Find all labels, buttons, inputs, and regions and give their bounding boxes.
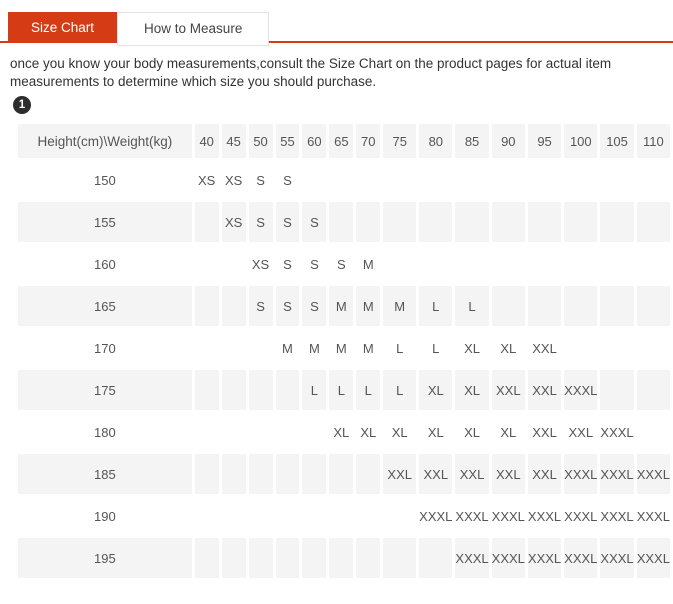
size-cell [276, 412, 300, 452]
size-cell [302, 538, 326, 578]
weight-header-cell: 85 [455, 124, 488, 158]
size-cell [419, 202, 452, 242]
size-cell: XXXL [492, 496, 525, 536]
size-cell: M [302, 328, 326, 368]
size-cell [249, 538, 273, 578]
size-cell [356, 538, 380, 578]
size-cell [383, 160, 416, 200]
size-cell [492, 202, 525, 242]
size-cell [222, 328, 246, 368]
weight-header-cell: 80 [419, 124, 452, 158]
size-chart-table [15, 122, 673, 580]
size-cell: M [329, 328, 353, 368]
size-cell: XS [222, 202, 246, 242]
size-cell [356, 496, 380, 536]
size-cell [455, 202, 488, 242]
size-cell: S [302, 286, 326, 326]
weight-header-cell: 70 [356, 124, 380, 158]
height-cell: 190 [18, 496, 192, 536]
weight-header-cell: 95 [528, 124, 561, 158]
size-cell: XXXL [564, 370, 597, 410]
size-cell [528, 244, 561, 284]
size-cell: XXXL [564, 538, 597, 578]
size-cell: XL [455, 370, 488, 410]
size-cell [302, 160, 326, 200]
size-cell: XXL [564, 412, 597, 452]
size-cell: XL [492, 328, 525, 368]
size-cell [249, 370, 273, 410]
size-row [18, 370, 670, 410]
weight-header-cell: 110 [637, 124, 670, 158]
size-cell [195, 202, 219, 242]
size-row [18, 412, 670, 452]
size-cell [637, 412, 670, 452]
height-cell: 185 [18, 454, 192, 494]
size-cell [195, 496, 219, 536]
size-cell: XS [222, 160, 246, 200]
intro-text: once you know your body measurements,consult the Size Chart on the product pages for actual item measurements to determine which size you should purchase. [10, 56, 612, 89]
weight-header-cell: 100 [564, 124, 597, 158]
size-cell [329, 202, 353, 242]
size-cell [302, 496, 326, 536]
size-cell [249, 496, 273, 536]
size-cell: M [356, 286, 380, 326]
weight-header-cell: 75 [383, 124, 416, 158]
size-cell: XXXL [637, 454, 670, 494]
step-badge: 1 [13, 96, 31, 114]
size-cell [419, 160, 452, 200]
size-cell: XXL [383, 454, 416, 494]
size-cell [564, 160, 597, 200]
size-cell: XXL [528, 412, 561, 452]
size-cell [419, 538, 452, 578]
size-cell: XXXL [600, 496, 633, 536]
weight-header-cell: 50 [249, 124, 273, 158]
size-row [18, 160, 670, 200]
size-cell: S [329, 244, 353, 284]
size-cell [329, 160, 353, 200]
size-cell [276, 496, 300, 536]
height-cell: 155 [18, 202, 192, 242]
size-cell: XS [249, 244, 273, 284]
size-cell: M [276, 328, 300, 368]
weight-header-cell: 65 [329, 124, 353, 158]
size-cell: XL [492, 412, 525, 452]
size-row [18, 244, 670, 284]
size-cell: XL [329, 412, 353, 452]
size-cell: XXXL [600, 412, 633, 452]
size-row [18, 328, 670, 368]
size-cell [222, 538, 246, 578]
size-cell [356, 202, 380, 242]
size-cell [383, 202, 416, 242]
size-cell [249, 454, 273, 494]
size-cell [637, 328, 670, 368]
size-cell [637, 160, 670, 200]
size-cell: S [302, 202, 326, 242]
size-cell: XL [419, 370, 452, 410]
weight-header-cell: 60 [302, 124, 326, 158]
size-cell [455, 160, 488, 200]
size-cell [419, 244, 452, 284]
size-cell: M [356, 328, 380, 368]
size-row [18, 286, 670, 326]
size-cell [564, 286, 597, 326]
weight-header-cell: 90 [492, 124, 525, 158]
size-cell [195, 244, 219, 284]
size-row [18, 454, 670, 494]
size-cell: XXXL [528, 496, 561, 536]
height-cell: 195 [18, 538, 192, 578]
tab-bar [0, 12, 673, 46]
weight-header-cell: 45 [222, 124, 246, 158]
corner-header-cell: Height(cm)\Weight(kg) [18, 124, 192, 158]
size-cell [600, 370, 633, 410]
size-cell [600, 328, 633, 368]
size-row [18, 202, 670, 242]
size-cell [455, 244, 488, 284]
size-row [18, 538, 670, 578]
size-cell: XXL [492, 370, 525, 410]
size-cell [329, 538, 353, 578]
size-cell: XXXL [564, 454, 597, 494]
size-cell: XXXL [528, 538, 561, 578]
size-cell [195, 286, 219, 326]
height-cell: 170 [18, 328, 192, 368]
height-cell: 175 [18, 370, 192, 410]
weight-header-cell: 40 [195, 124, 219, 158]
size-cell: XXXL [600, 454, 633, 494]
size-cell [195, 370, 219, 410]
size-cell [383, 244, 416, 284]
size-cell: L [419, 286, 452, 326]
size-cell [528, 202, 561, 242]
size-cell: L [329, 370, 353, 410]
size-cell: M [329, 286, 353, 326]
size-cell: XXXL [455, 538, 488, 578]
size-cell [195, 328, 219, 368]
size-cell [302, 454, 326, 494]
size-chart-panel [0, 12, 673, 604]
height-cell: 165 [18, 286, 192, 326]
size-cell [564, 202, 597, 242]
table-header-row [18, 124, 670, 158]
table-body [18, 160, 670, 578]
size-cell: XXL [528, 454, 561, 494]
size-cell [195, 412, 219, 452]
size-cell [637, 244, 670, 284]
size-cell [637, 370, 670, 410]
size-cell [528, 286, 561, 326]
height-cell: 150 [18, 160, 192, 200]
size-cell: XL [455, 412, 488, 452]
size-cell: XXL [492, 454, 525, 494]
size-cell [329, 454, 353, 494]
size-cell: XXXL [637, 538, 670, 578]
size-cell: L [455, 286, 488, 326]
size-cell [222, 412, 246, 452]
size-cell [600, 244, 633, 284]
size-cell: M [383, 286, 416, 326]
size-cell [249, 328, 273, 368]
size-cell [276, 454, 300, 494]
size-cell: XL [455, 328, 488, 368]
size-row [18, 496, 670, 536]
size-cell: XXL [419, 454, 452, 494]
size-cell: XXXL [564, 496, 597, 536]
size-cell: S [249, 160, 273, 200]
size-cell [276, 538, 300, 578]
size-cell: XXXL [637, 496, 670, 536]
size-cell: L [302, 370, 326, 410]
size-cell: S [249, 286, 273, 326]
size-cell: L [419, 328, 452, 368]
size-cell: XL [419, 412, 452, 452]
size-cell [222, 286, 246, 326]
size-cell [383, 496, 416, 536]
size-cell: S [276, 244, 300, 284]
size-cell [222, 454, 246, 494]
size-cell: S [276, 202, 300, 242]
size-cell: XL [383, 412, 416, 452]
size-cell [276, 370, 300, 410]
size-cell: XS [195, 160, 219, 200]
size-cell [222, 496, 246, 536]
size-cell: L [383, 370, 416, 410]
size-cell: XXXL [492, 538, 525, 578]
size-cell: S [276, 160, 300, 200]
size-cell [222, 244, 246, 284]
size-cell: S [302, 244, 326, 284]
tab-size-chart[interactable]: Size Chart [8, 12, 117, 43]
size-cell [356, 160, 380, 200]
tab-list [8, 12, 269, 46]
size-cell [249, 412, 273, 452]
weight-header-cell: 105 [600, 124, 633, 158]
size-cell [195, 454, 219, 494]
size-cell [564, 328, 597, 368]
size-cell: L [383, 328, 416, 368]
size-cell: XXL [528, 328, 561, 368]
size-cell: XXL [455, 454, 488, 494]
weight-header-cell: 55 [276, 124, 300, 158]
size-cell: S [276, 286, 300, 326]
size-cell [329, 496, 353, 536]
size-cell [564, 244, 597, 284]
size-cell [195, 538, 219, 578]
size-cell [637, 202, 670, 242]
tab-how-to-measure[interactable]: How to Measure [117, 12, 269, 46]
size-cell: XL [356, 412, 380, 452]
size-cell: M [356, 244, 380, 284]
size-cell [356, 454, 380, 494]
size-cell [600, 202, 633, 242]
size-cell [222, 370, 246, 410]
size-cell [528, 160, 561, 200]
size-cell [637, 286, 670, 326]
size-cell [492, 286, 525, 326]
height-cell: 180 [18, 412, 192, 452]
size-cell: XXXL [600, 538, 633, 578]
size-cell [302, 412, 326, 452]
size-cell: L [356, 370, 380, 410]
size-cell [492, 160, 525, 200]
size-cell: XXL [528, 370, 561, 410]
size-cell [383, 538, 416, 578]
size-cell [600, 160, 633, 200]
size-cell [492, 244, 525, 284]
size-cell: XXXL [455, 496, 488, 536]
size-cell: S [249, 202, 273, 242]
height-cell: 160 [18, 244, 192, 284]
size-cell: XXXL [419, 496, 452, 536]
size-cell [600, 286, 633, 326]
